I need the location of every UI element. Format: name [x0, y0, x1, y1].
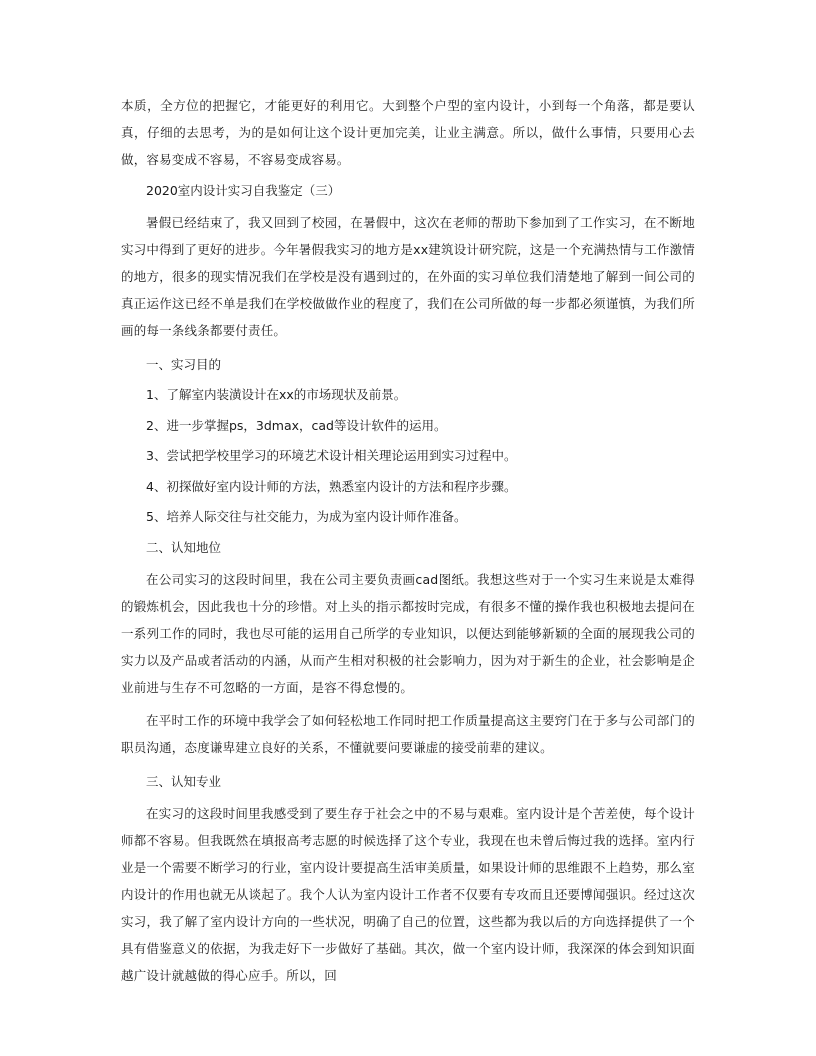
heading-cognitive-major: 三、认知专业 [146, 773, 222, 789]
position-paragraph-2: 在平时工作的环境中我学会了如何轻松地工作同时把工作质量提高这主要窍门在于多与公司部门的职员沟通，态度谦卑建立良好的关系，不懂就要问要谦虚的接受前辈的建议。 [121, 712, 695, 755]
document-body [121, 92, 695, 989]
intro-paragraph: 暑假已经结束了，我又回到了校园，在暑假中，这次在老师的帮助下参加到了工作实习，在不断地实习中得到了更好的进步。今年暑假我实习的地方是xx建筑设计研究院，这是一个充满热情与工作激情的地方，很多的现实情况我们在学校是没有遇到过的，在外面的实习单位我们清楚地了解到一间公司的真正运作这已经不单是我们在学校做做作业的程度了，我们在公司所做的每一步都必须谨慎，为我们所画的每一条线条都要付责任。 [121, 215, 695, 338]
goal-item: 2、进一步掌握ps，3dmax，cad等设计软件的运用。 [146, 417, 447, 433]
position-paragraph-1: 在公司实习的这段时间里，我在公司主要负责画cad图纸。我想这些对于一个实习生来说是太难得的锻炼机会，因此我也十分的珍惜。对上头的指示都按时完成，有很多不懂的操作我也积极地去提问在一系列工作的同时，我也尽可能的运用自己所学的专业知识，以便达到能够新颖的全面的展现我公司的实力以及产品或者活动的内涵，从而产生相对积极的社会影响力，因为对于新生的企业，社会影响是企业前进与生存不可忽略的一方面，是容不得怠慢的。 [121, 571, 695, 695]
goal-item: 1、了解室内装潢设计在xx的市场现状及前景。 [146, 387, 407, 402]
goal-item: 3、尝试把学校里学习的环境艺术设计相关理论运用到实习过程中。 [146, 448, 517, 463]
goal-item: 5、培养人际交往与社交能力，为成为室内设计师作准备。 [146, 509, 467, 524]
section-title: 2020室内设计实习自我鉴定（三） [146, 183, 341, 198]
goal-item: 4、初探做好室内设计师的方法，熟悉室内设计的方法和程序步骤。 [146, 478, 517, 494]
heading-internship-goals: 一、实习目的 [146, 357, 222, 372]
major-paragraph: 在实习的这段时间里我感受到了要生存于社会之中的不易与艰难。室内设计是个苦差使，每个设计师都不容易。但我既然在填报高考志愿的时候选择了这个专业，我现在也未曾后悔过我的选择。室内行业是一个需要不断学习的行业，室内设计要提高生活审美质量，如果设计师的思维跟不上趋势，那么室内设计的作用也就无从谈起了。我个人认为室内设计工作者不仅要有专攻而且还要博闻强识。经过这次实习，我了解了室内设计方向的一些状况，明确了自己的位置，这些都为我以后的方向选择提供了一个具有借鉴意义的依据，为我走好下一步做好了基础。其次，做一个室内设计师，我深深的体会到知识面越广设计就越做的得心应手。所以，回 [121, 805, 695, 983]
continuation-paragraph: 本质，全方位的把握它，才能更好的利用它。大到整个户型的室内设计，小到每一个角落，都是要认真，仔细的去思考，为的是如何让这个设计更加完美，让业主满意。所以，做什么事情，只要用心去做，容易变成不容易，不容易变成容易。 [121, 98, 695, 167]
heading-cognitive-position: 二、认知地位 [146, 539, 222, 555]
